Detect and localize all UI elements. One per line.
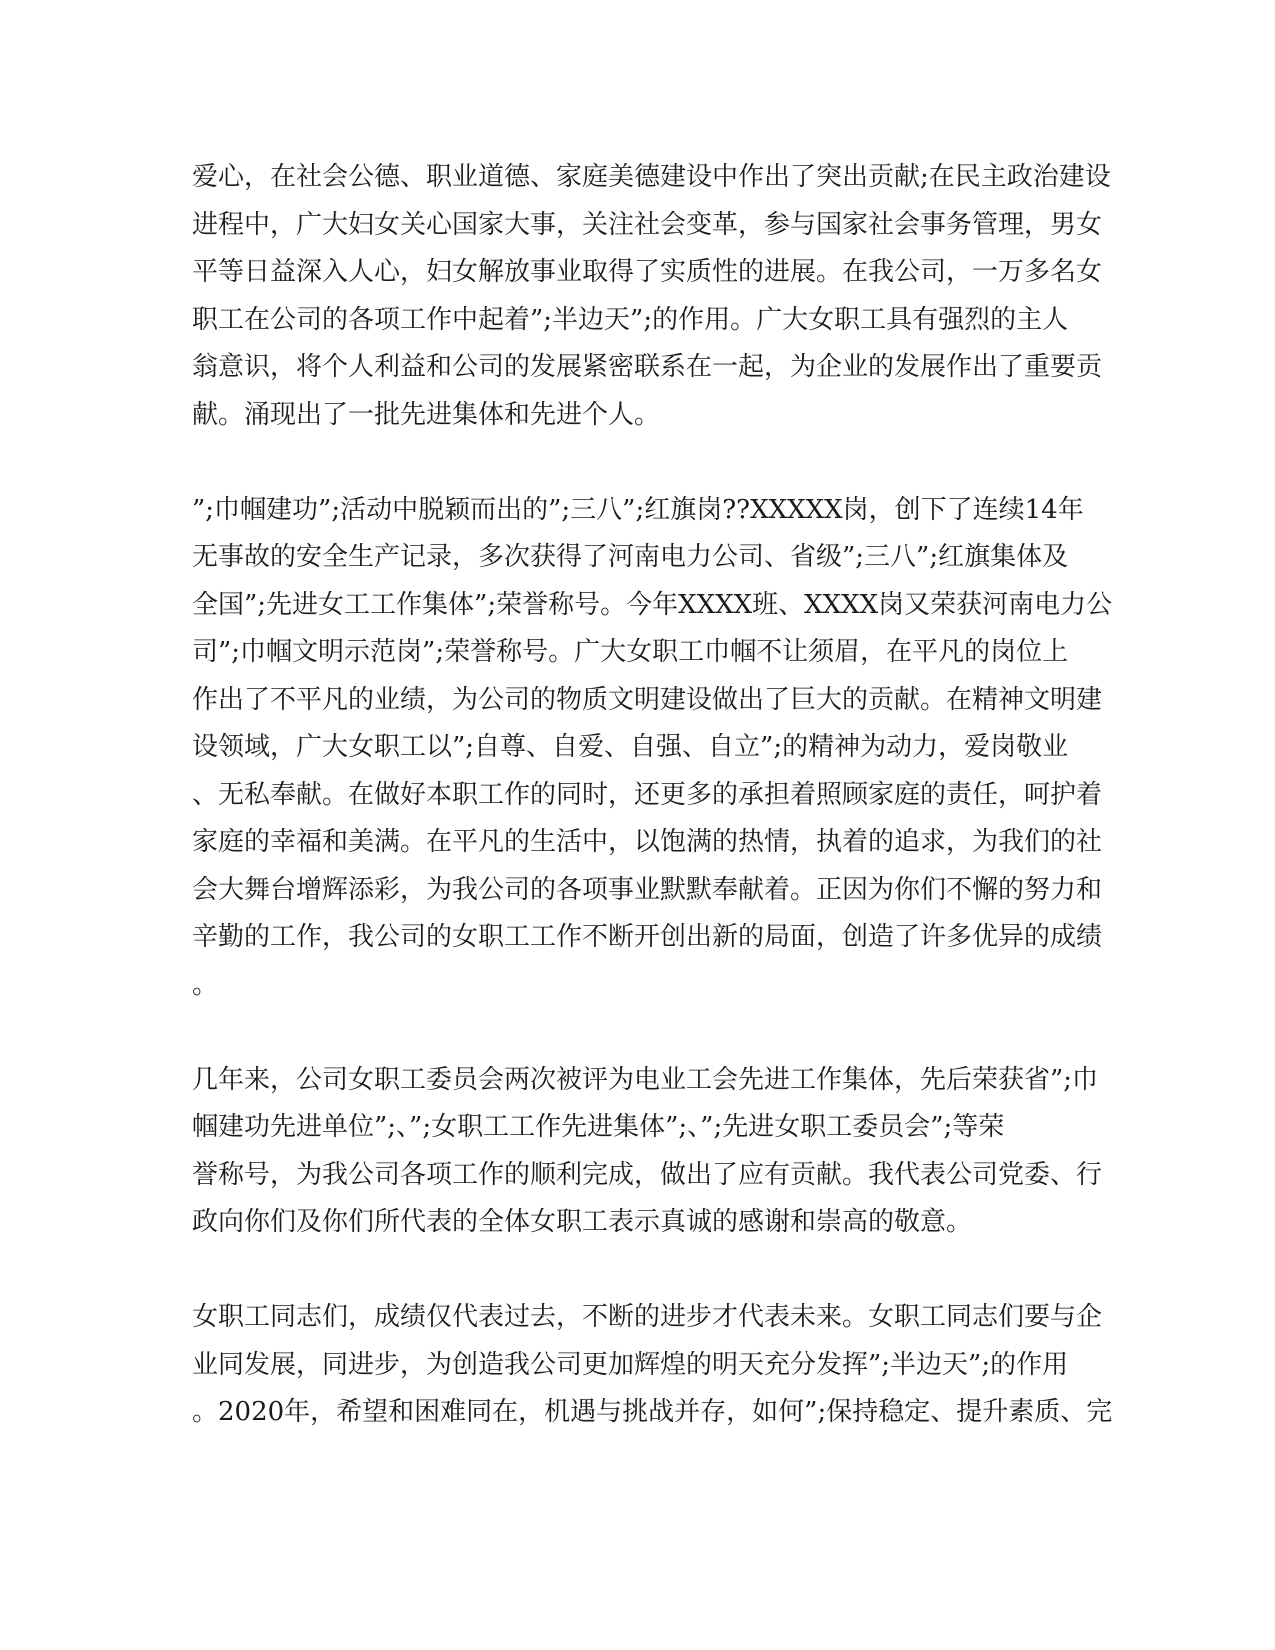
text-line: 平等日益深入人心，妇女解放事业取得了实质性的进展。在我公司，一万多名女 xyxy=(192,257,1103,287)
text-line: 帼建功先进单位”;、”;女职工工作先进集体”;、”;先进女职工委员会”;等荣 xyxy=(192,1112,1005,1142)
text-line: 业同发展，同进步，为创造我公司更加辉煌的明天充分发挥”;半边天”;的作用 xyxy=(192,1349,1069,1380)
text-line: ”;巾帼建功”;活动中脱颖而出的”;三八”;红旗岗??XXXXX岗，创下了连续14年 xyxy=(192,494,1084,525)
text-line: 全国”;先进女工工作集体”;荣誉称号。今年XXXX班、XXXX岗又荣获河南电力公 xyxy=(192,589,1113,620)
paragraph-3 xyxy=(192,1057,1103,1247)
text-line: 女职工同志们，成绩仅代表过去，不断的进步才代表未来。女职工同志们要与企 xyxy=(192,1302,1103,1332)
paragraph-spacer xyxy=(192,1247,1092,1295)
text-line: 。2020年，希望和困难同在，机遇与挑战并存，如何”;保持稳定、提升素质、完 xyxy=(192,1397,1113,1427)
document-body xyxy=(192,154,1113,1437)
text-line: 设领域，广大女职工以”;自尊、自爱、自强、自立”;的精神为动力，爱岗敬业 xyxy=(192,732,1069,762)
text-line: 职工在公司的各项工作中起着”;半边天”;的作用。广大女职工具有强烈的主人 xyxy=(192,304,1069,335)
text-line: 家庭的幸福和美满。在平凡的生活中，以饱满的热情，执着的追求，为我们的社 xyxy=(192,827,1103,857)
text-line: 辛勤的工作，我公司的女职工工作不断开创出新的局面，创造了许多优异的成绩 xyxy=(192,922,1103,952)
text-line: 献。涌现出了一批先进集体和先进个人。 xyxy=(192,399,661,430)
text-line: 。 xyxy=(192,969,219,1000)
text-line: 无事故的安全生产记录，多次获得了河南电力公司、省级”;三八”;红旗集体及 xyxy=(192,542,1069,572)
text-line: 司”;巾帼文明示范岗”;荣誉称号。广大女职工巾帼不让须眉，在平凡的岗位上 xyxy=(192,637,1069,667)
paragraph-spacer xyxy=(192,439,1092,487)
paragraph-1 xyxy=(192,154,1111,439)
text-line: 爱心，在社会公德、职业道德、家庭美德建设中作出了突出贡献;在民主政治建设 xyxy=(192,162,1111,192)
text-line: 会大舞台增辉添彩，为我公司的各项事业默默奉献着。正因为你们不懈的努力和 xyxy=(192,874,1103,905)
text-line: 翁意识，将个人利益和公司的发展紧密联系在一起，为企业的发展作出了重要贡 xyxy=(192,352,1103,382)
text-line: 几年来，公司女职工委员会两次被评为电业工会先进工作集体，先后荣获省”;巾 xyxy=(192,1064,1099,1095)
text-line: 誉称号，为我公司各项工作的顺利完成，做出了应有贡献。我代表公司党委、行 xyxy=(192,1159,1103,1190)
paragraph-2 xyxy=(192,487,1113,1010)
paragraph-spacer xyxy=(192,1009,1092,1057)
text-line: 政向你们及你们所代表的全体女职工表示真诚的感谢和崇高的敬意。 xyxy=(192,1207,973,1237)
paragraph-4 xyxy=(192,1294,1113,1437)
text-line: 进程中，广大妇女关心国家大事，关注社会变革，参与国家社会事务管理，男女 xyxy=(192,209,1103,240)
text-line: 作出了不平凡的业绩，为公司的物质文明建设做出了巨大的贡献。在精神文明建 xyxy=(192,684,1103,715)
text-line: 、无私奉献。在做好本职工作的同时，还更多的承担着照顾家庭的责任，呵护着 xyxy=(192,779,1103,810)
